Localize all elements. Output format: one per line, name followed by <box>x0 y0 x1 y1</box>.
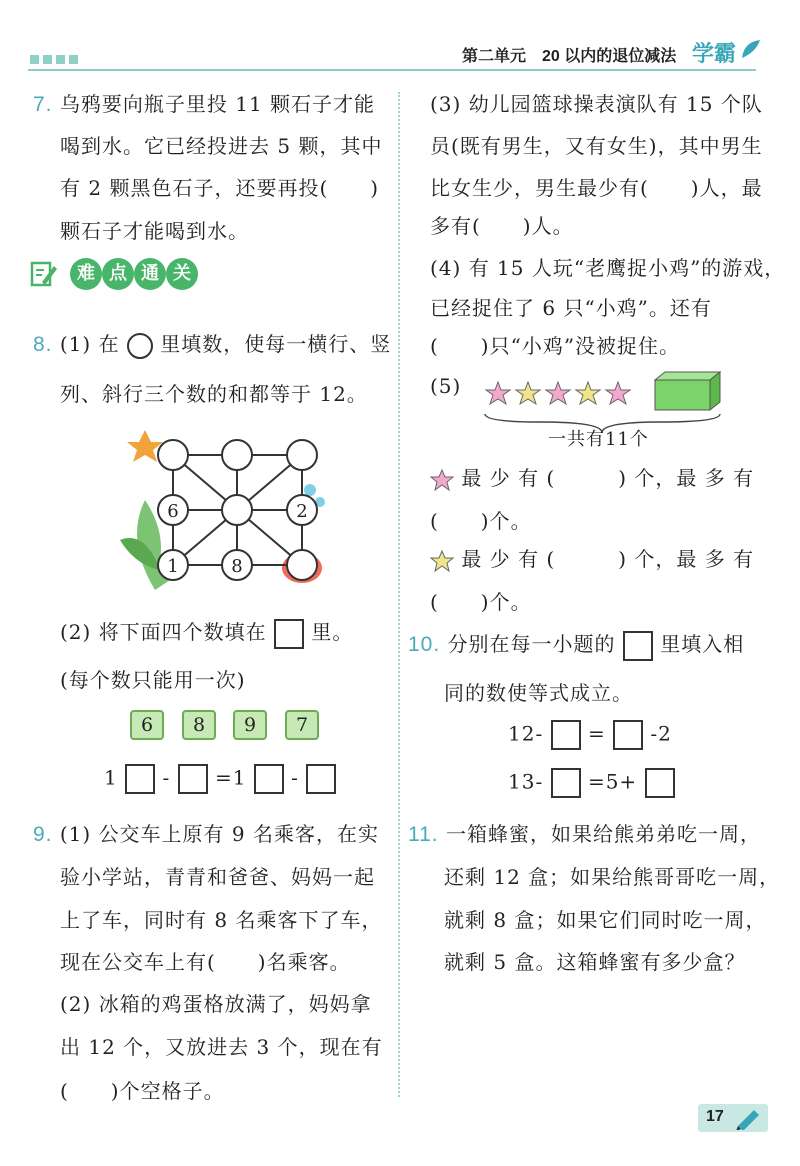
column-divider <box>398 92 400 1097</box>
yellow-star-question: 最 少 有 ( ) 个，最 多 有 <box>430 543 754 573</box>
q9-number: 9. <box>33 823 53 846</box>
answer-box[interactable] <box>254 764 284 794</box>
answer-box[interactable] <box>613 720 643 750</box>
leaf-icon <box>740 38 762 60</box>
q8-part2-line-1: (2) 将下面四个数填在 里。 <box>60 616 353 649</box>
grid-value: 8 <box>231 556 243 577</box>
pencil-icon <box>734 1106 762 1130</box>
q10-equation-2: 13- =5+ <box>508 768 675 798</box>
pink-star-question: 最 少 有 ( ) 个，最 多 有 <box>430 462 754 492</box>
q11-line-2: 还剩 12 盒；如果给熊哥哥吃一周， <box>444 865 781 889</box>
q9-right-line-3: 比女生少，男生最少有( )人，最 <box>430 176 763 200</box>
q9-line-1: 9. (1) 公交车上原有 9 名乘客，在实 <box>33 822 380 846</box>
answer-box[interactable] <box>645 768 675 798</box>
q10-equation-1: 12- = -2 <box>508 720 672 750</box>
number-tile: 9 <box>233 710 267 740</box>
brand-logo: 学霸 <box>692 41 737 66</box>
q7-number: 7. <box>33 93 53 116</box>
section-char: 难 <box>70 258 102 290</box>
q10-line-1: 10. 分别在每一小题的 里填入相 <box>408 628 744 661</box>
number-circle-puzzle <box>115 420 345 595</box>
header-rule <box>28 69 756 71</box>
unit-title: 第二单元 20 以内的退位减法 <box>462 48 677 65</box>
q11-number: 11. <box>408 823 439 846</box>
q9-right-line-5: (4) 有 15 人玩“老鹰捉小鸡”的游戏， <box>430 256 786 280</box>
q7-line-2: 喝到水。它已经投进去 5 颗，其中 <box>60 134 383 158</box>
grid-value: 1 <box>167 556 179 577</box>
header-square <box>69 55 78 64</box>
q10-line-2: 同的数使等式成立。 <box>444 681 633 705</box>
grid-cell[interactable] <box>287 550 317 580</box>
q9-part5-label: (5) <box>430 374 462 398</box>
q8-line-2: 列、斜行三个数的和都等于 12。 <box>60 382 368 406</box>
q9-line-3: 上了车，同时有 8 名乘客下了车， <box>60 908 383 932</box>
q8-part2-note: (每个数只能用一次) <box>60 668 246 692</box>
grid-cell[interactable] <box>222 440 252 470</box>
q8-line-1: 8. (1) 在 里填数，使每一横行、竖 <box>33 328 391 359</box>
pink-star-icon <box>430 468 454 492</box>
number-tile: 8 <box>182 710 216 740</box>
q7-line-1: 7. 乌鸦要向瓶子里投 11 颗石子才能 <box>33 92 376 116</box>
answer-box[interactable] <box>306 764 336 794</box>
page-number: 17 <box>698 1104 768 1132</box>
header-square <box>56 55 65 64</box>
yellow-star-icon <box>516 382 540 404</box>
yellow-star-icon <box>430 549 454 573</box>
q7-line-3: 有 2 颗黑色石子，还要再投( ) <box>60 176 380 200</box>
q9-right-line-4: 多有( )人。 <box>430 214 574 238</box>
total-label: 一共有11个 <box>548 429 649 450</box>
q11-line-4: 就剩 5 盒。这箱蜂蜜有多少盒？ <box>444 950 746 974</box>
grid-value: 2 <box>296 501 308 522</box>
pencil-paper-icon <box>30 260 58 288</box>
grid-cell[interactable] <box>158 440 188 470</box>
answer-box[interactable] <box>551 720 581 750</box>
q9-line-7: ( )个空格子。 <box>60 1079 225 1103</box>
number-tile: 6 <box>130 710 164 740</box>
section-char: 关 <box>166 258 198 290</box>
header-square <box>43 55 52 64</box>
q8-number: 8. <box>33 333 53 356</box>
square-symbol <box>623 631 653 661</box>
water-splash-decoration <box>304 484 316 496</box>
green-block-icon <box>655 372 720 410</box>
answer-box[interactable] <box>125 764 155 794</box>
square-symbol <box>274 619 304 649</box>
answer-box[interactable] <box>178 764 208 794</box>
q9-right-line-1: (3) 幼儿园篮球操表演队有 15 个队 <box>430 92 763 116</box>
q9-line-6: 出 12 个，又放进去 3 个，现在有 <box>60 1035 383 1059</box>
page-header <box>0 36 800 76</box>
pink-star-icon <box>606 382 630 404</box>
q9-right-line-2: 员(既有男生，又有女生)，其中男生 <box>430 134 763 158</box>
yellow-star-question-2: ( )个。 <box>430 590 532 614</box>
pink-star-icon <box>546 382 570 404</box>
q7-line-4: 颗石子才能喝到水。 <box>60 219 249 243</box>
number-tile: 7 <box>285 710 319 740</box>
q11-line-3: 就剩 8 盒；如果它们同时吃一周， <box>444 908 767 932</box>
q9-line-4: 现在公交车上有( )名乘客。 <box>60 950 351 974</box>
pink-star-question-2: ( )个。 <box>430 509 532 533</box>
yellow-star-icon <box>576 382 600 404</box>
circle-symbol <box>127 333 153 359</box>
section-char: 通 <box>134 258 166 290</box>
grid-value: 6 <box>167 501 179 522</box>
q9-right-line-7: ( )只“小鸡”没被捉住。 <box>430 334 681 358</box>
header-square <box>30 55 39 64</box>
section-char: 点 <box>102 258 134 290</box>
pink-star-icon <box>486 382 510 404</box>
grid-cell[interactable] <box>222 495 252 525</box>
q9-line-2: 验小学站，青青和爸爸、妈妈一起 <box>60 865 375 889</box>
q9-line-5: (2) 冰箱的鸡蛋格放满了，妈妈拿 <box>60 992 372 1016</box>
q10-number: 10. <box>408 633 441 656</box>
q11-line-1: 11. 一箱蜂蜜，如果给熊弟弟吃一周， <box>408 822 761 846</box>
answer-box[interactable] <box>551 768 581 798</box>
q9-right-line-6: 已经捉住了 6 只“小鸡”。还有 <box>430 296 712 320</box>
q8-equation: 1 - =1 - <box>104 764 336 794</box>
grid-cell[interactable] <box>287 440 317 470</box>
